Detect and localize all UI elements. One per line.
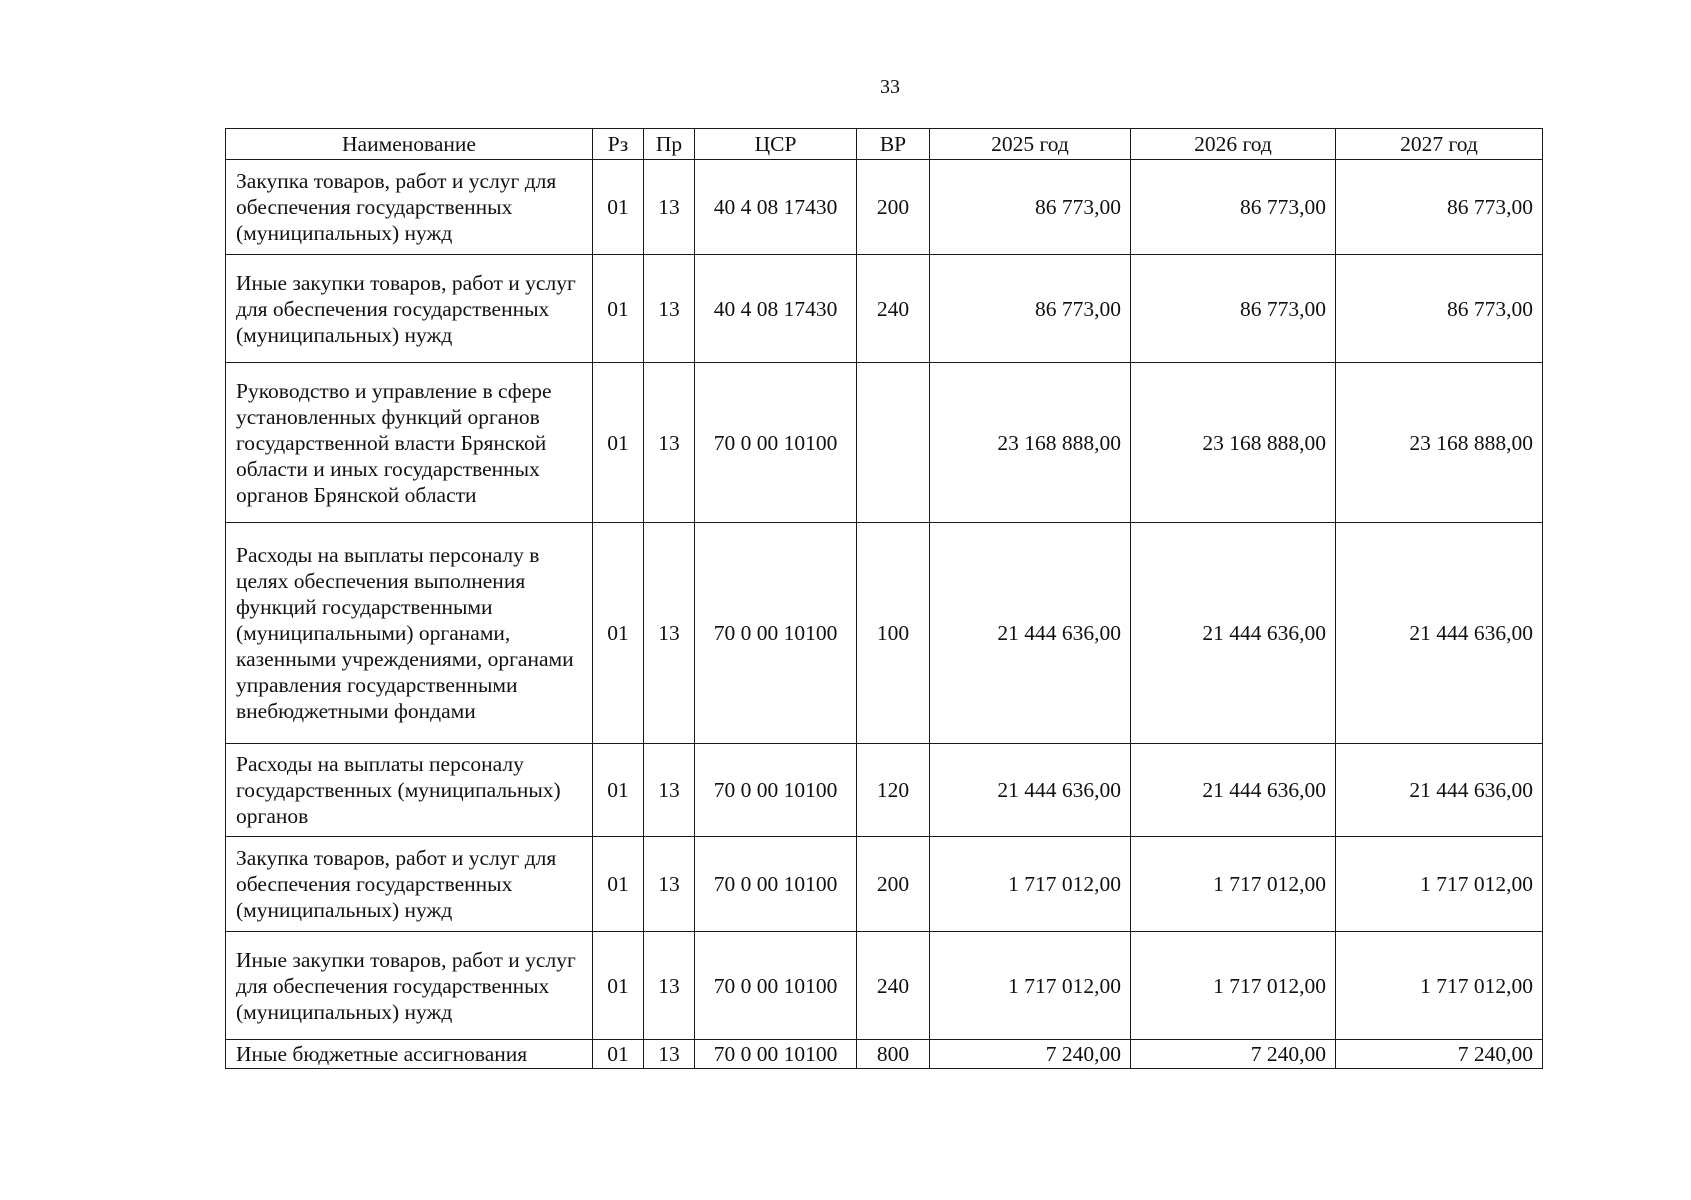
row-csr: 70 0 00 10100 <box>695 1040 857 1069</box>
row-rz: 01 <box>593 837 644 932</box>
row-2026: 23 168 888,00 <box>1131 363 1336 523</box>
table-row <box>226 160 1543 255</box>
row-2027: 1 717 012,00 <box>1336 932 1543 1040</box>
row-name: Расходы на выплаты персоналу в целях обеспечения выполнения функций государственными (муниципальными) органами, казенными учреждениями, органами управления государственными внебюджетными фондами <box>226 523 593 744</box>
row-2027: 23 168 888,00 <box>1336 363 1543 523</box>
row-2025: 21 444 636,00 <box>930 744 1131 837</box>
row-rz: 01 <box>593 255 644 363</box>
row-vr: 240 <box>857 932 930 1040</box>
row-csr: 70 0 00 10100 <box>695 932 857 1040</box>
row-2025: 86 773,00 <box>930 255 1131 363</box>
row-pr: 13 <box>644 837 695 932</box>
row-name: Иные бюджетные ассигнования <box>226 1040 593 1069</box>
table-row <box>226 932 1543 1040</box>
row-pr: 13 <box>644 160 695 255</box>
row-2025: 7 240,00 <box>930 1040 1131 1069</box>
row-name: Расходы на выплаты персоналу государственных (муниципальных) органов <box>226 744 593 837</box>
row-vr: 100 <box>857 523 930 744</box>
header-csr: ЦСР <box>695 129 857 160</box>
header-pr: Пр <box>644 129 695 160</box>
row-rz: 01 <box>593 363 644 523</box>
row-name: Иные закупки товаров, работ и услуг для обеспечения государственных (муниципальных) нужд <box>226 255 593 363</box>
row-vr: 200 <box>857 837 930 932</box>
row-2025: 86 773,00 <box>930 160 1131 255</box>
row-csr: 70 0 00 10100 <box>695 523 857 744</box>
row-csr: 40 4 08 17430 <box>695 160 857 255</box>
row-2026: 1 717 012,00 <box>1131 932 1336 1040</box>
row-name: Иные закупки товаров, работ и услуг для обеспечения государственных (муниципальных) нужд <box>226 932 593 1040</box>
row-2026: 86 773,00 <box>1131 255 1336 363</box>
budget-table <box>225 128 1543 1069</box>
table-row <box>226 744 1543 837</box>
row-vr: 800 <box>857 1040 930 1069</box>
row-2025: 21 444 636,00 <box>930 523 1131 744</box>
row-csr: 70 0 00 10100 <box>695 837 857 932</box>
table-header-row <box>226 129 1543 160</box>
row-2026: 1 717 012,00 <box>1131 837 1336 932</box>
table-row <box>226 255 1543 363</box>
row-2027: 21 444 636,00 <box>1336 744 1543 837</box>
header-2025: 2025 год <box>930 129 1131 160</box>
row-rz: 01 <box>593 523 644 744</box>
row-2025: 1 717 012,00 <box>930 837 1131 932</box>
row-2026: 21 444 636,00 <box>1131 744 1336 837</box>
row-vr: 200 <box>857 160 930 255</box>
row-2025: 1 717 012,00 <box>930 932 1131 1040</box>
header-rz: Рз <box>593 129 644 160</box>
row-pr: 13 <box>644 744 695 837</box>
header-2026: 2026 год <box>1131 129 1336 160</box>
row-name: Закупка товаров, работ и услуг для обеспечения государственных (муниципальных) нужд <box>226 160 593 255</box>
row-rz: 01 <box>593 1040 644 1069</box>
row-rz: 01 <box>593 744 644 837</box>
row-pr: 13 <box>644 932 695 1040</box>
row-name: Руководство и управление в сфере установленных функций органов государственной власти Брянской области и иных государственных органов Брянской области <box>226 363 593 523</box>
row-pr: 13 <box>644 255 695 363</box>
row-vr: 240 <box>857 255 930 363</box>
row-csr: 70 0 00 10100 <box>695 363 857 523</box>
page-number: 33 <box>880 76 900 98</box>
row-vr <box>857 363 930 523</box>
row-2027: 21 444 636,00 <box>1336 523 1543 744</box>
row-pr: 13 <box>644 523 695 744</box>
row-name: Закупка товаров, работ и услуг для обеспечения государственных (муниципальных) нужд <box>226 837 593 932</box>
row-2027: 86 773,00 <box>1336 160 1543 255</box>
table-row <box>226 837 1543 932</box>
row-2026: 21 444 636,00 <box>1131 523 1336 744</box>
header-vr: ВР <box>857 129 930 160</box>
row-2027: 86 773,00 <box>1336 255 1543 363</box>
row-csr: 40 4 08 17430 <box>695 255 857 363</box>
row-rz: 01 <box>593 160 644 255</box>
row-pr: 13 <box>644 1040 695 1069</box>
header-name: Наименование <box>226 129 593 160</box>
table-row <box>226 523 1543 744</box>
row-2027: 1 717 012,00 <box>1336 837 1543 932</box>
table-row <box>226 1040 1543 1069</box>
row-rz: 01 <box>593 932 644 1040</box>
row-2025: 23 168 888,00 <box>930 363 1131 523</box>
row-2026: 7 240,00 <box>1131 1040 1336 1069</box>
row-2027: 7 240,00 <box>1336 1040 1543 1069</box>
header-2027: 2027 год <box>1336 129 1543 160</box>
row-2026: 86 773,00 <box>1131 160 1336 255</box>
row-vr: 120 <box>857 744 930 837</box>
row-pr: 13 <box>644 363 695 523</box>
table-row <box>226 363 1543 523</box>
row-csr: 70 0 00 10100 <box>695 744 857 837</box>
